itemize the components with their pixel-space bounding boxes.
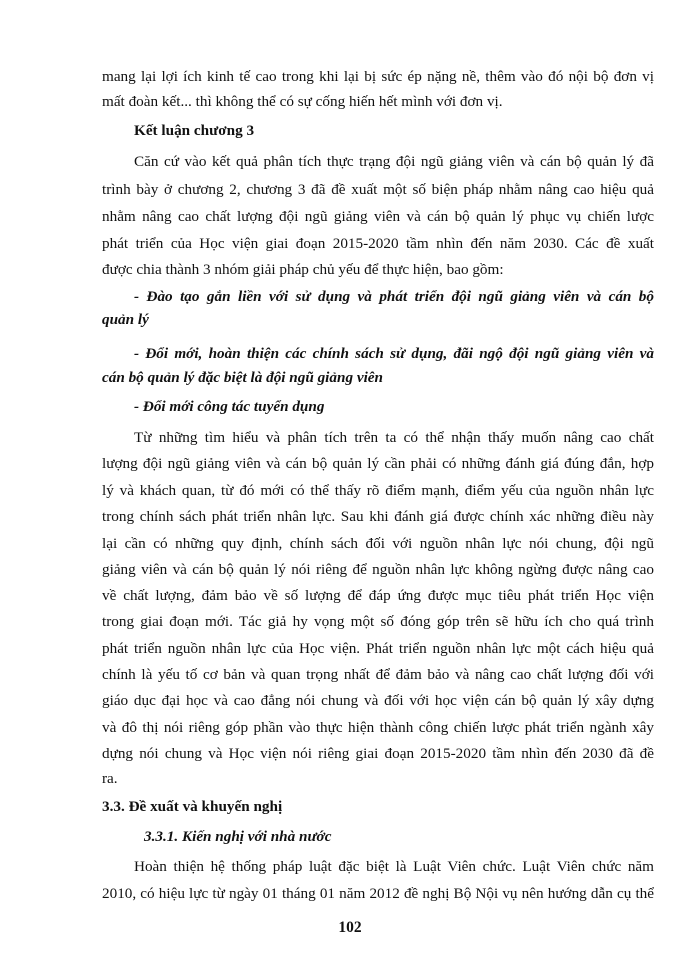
conclusion-heading: Kết luận chương 3 <box>134 122 255 139</box>
solution-3-line-1: - Đổi mới công tác tuyển dụng <box>134 398 325 415</box>
summary-line-13: dựng nói chung và Học viện nói riêng giai đoạn 2015-2020 tầm nhìn đến 2030 đã đề <box>102 745 654 762</box>
summary-line-3: lý và khách quan, từ đó mới có thể thấy rõ điểm mạnh, điểm yếu của nguồn nhân lực <box>102 482 654 499</box>
summary-line-11: giáo dục đại học và cao đẳng nói chung và đối với học viện cán bộ quản lý xây dựng <box>102 692 654 709</box>
subsection-heading: 3.3.1. Kiến nghị với nhà nước <box>144 828 332 845</box>
summary-line-10: chính là yếu tố cơ bản và quan trọng nhất để đảm bảo và nâng cao chất lượng đối với <box>102 666 654 683</box>
section-heading: 3.3. Đề xuất và khuyến nghị <box>102 798 283 815</box>
solution-2-line-2: cán bộ quản lý đặc biệt là đội ngũ giảng viên <box>102 369 383 386</box>
solution-1-line-2: quản lý <box>102 311 149 328</box>
conclusion-line-2: trình bày ở chương 2, chương 3 đã đề xuất một số biện pháp nhằm nâng cao hiệu quả <box>102 181 654 198</box>
conclusion-line-5: được chia thành 3 nhóm giải pháp chủ yếu để thực hiện, bao gồm: <box>102 261 504 278</box>
summary-line-12: và đô thị nói riêng góp phần vào thực hiện thành công chiến lược phát triển ngành xây <box>102 719 654 736</box>
summary-line-7: về chất lượng, đảm bảo về số lượng để đáp ứng được mục tiêu phát triển Học viện <box>102 587 654 604</box>
summary-line-14: ra. <box>102 770 118 787</box>
solution-1-line-1: - Đào tạo gắn liền với sử dụng và phát triển đội ngũ giảng viên và cán bộ <box>134 288 654 305</box>
conclusion-line-1: Căn cứ vào kết quả phân tích thực trạng đội ngũ giảng viên và cán bộ quản lý đã <box>134 153 654 170</box>
conclusion-line-3: nhằm nâng cao chất lượng đội ngũ giảng viên và cán bộ quản lý phục vụ chiến lược <box>102 208 654 225</box>
solution-2-line-1: - Đổi mới, hoàn thiện các chính sách sử dụng, đãi ngộ đội ngũ giảng viên và <box>134 345 654 362</box>
conclusion-line-4: phát triển của Học viện giai đoạn 2015-2020 tầm nhìn đến năm 2030. Các đề xuất <box>102 235 654 252</box>
summary-line-8: trong giai đoạn mới. Tác giả hy vọng một số đóng góp trên sẽ hữu ích cho quá trình <box>102 613 654 630</box>
intro-line-2: mất đoàn kết... thì không thể có sự cống hiến hết mình với đơn vị. <box>102 93 503 110</box>
final-line-1: Hoàn thiện hệ thống pháp luật đặc biệt là Luật Viên chức. Luật Viên chức năm <box>134 858 654 875</box>
intro-line-1: mang lại lợi ích kinh tế cao trong khi lại bị sức ép nặng nề, thêm vào đó nội bộ đơn vị <box>102 68 654 85</box>
summary-line-1: Từ những tìm hiểu và phân tích trên ta có thể nhận thấy muốn nâng cao chất <box>134 429 654 446</box>
page-number: 102 <box>338 919 362 936</box>
summary-line-4: trong chính sách phát triển nhân lực. Sau khi đánh giá được chính xác những điều này <box>102 508 654 525</box>
summary-line-9: phát triển nguồn nhân lực của Học viện. Phát triển nguồn nhân lực một cách hiệu quả <box>102 640 654 657</box>
final-line-2: 2010, có hiệu lực từ ngày 01 tháng 01 năm 2012 đề nghị Bộ Nội vụ nên hướng dẫn cụ thể <box>102 885 654 902</box>
summary-line-5: lại cần có những quy định, chính sách đối với nguồn nhân lực nói chung, đội ngũ <box>102 535 654 552</box>
summary-line-2: lượng đội ngũ giảng viên và cán bộ quản lý cần phải có những đánh giá đúng đắn, hợp <box>102 455 654 472</box>
summary-line-6: giảng viên và cán bộ quản lý nói riêng để nguồn nhân lực không ngừng được nâng cao <box>102 561 654 578</box>
